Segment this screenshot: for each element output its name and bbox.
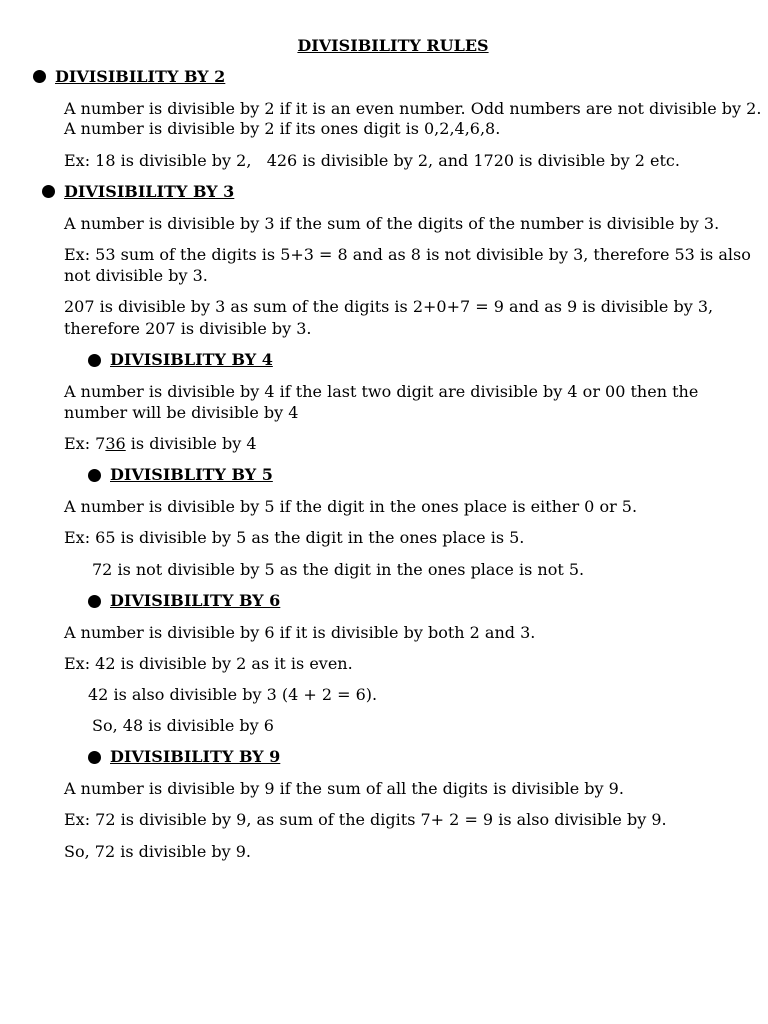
underlined-digits: 36 [105, 434, 126, 453]
bullet-icon [88, 751, 101, 764]
example-line: not divisible by 3. [64, 266, 208, 285]
paragraph-line: number will be divisible by 4 [64, 403, 299, 422]
example-suffix: is divisible by 4 [125, 434, 257, 453]
example-line: Ex: 53 sum of the digits is 5+3 = 8 and as 8 is not divisible by 3, therefore 53 is also [64, 245, 751, 264]
section-heading-9: DIVISIBILITY BY 9 [110, 747, 281, 766]
section-heading-5: DIVISIBLITY BY 5 [110, 465, 273, 484]
bullet-icon [88, 469, 101, 482]
section-heading-2: DIVISIBILITY BY 2 [55, 67, 226, 86]
paragraph-line: A number is divisible by 9 if the sum of all the digits is divisible by 9. [64, 779, 624, 798]
paragraph-line: therefore 207 is divisible by 3. [64, 319, 312, 338]
example-line: Ex: 18 is divisible by 2, 426 is divisible by 2, and 1720 is divisible by 2 etc. [64, 151, 680, 170]
example-prefix: Ex: 7 [64, 434, 106, 453]
section-heading-4: DIVISIBLITY BY 4 [110, 350, 273, 369]
paragraph-line: A number is divisible by 4 if the last two digit are divisible by 4 or 00 then the [64, 382, 699, 401]
paragraph-line: A number is divisible by 6 if it is divisible by both 2 and 3. [64, 623, 536, 642]
paragraph-line: A number is divisible by 2 if its ones digit is 0,2,4,6,8. [64, 119, 501, 138]
paragraph-line: A number is divisible by 2 if it is an even number. Odd numbers are not divisible by 2. [64, 99, 762, 118]
example-line: Ex: 42 is divisible by 2 as it is even. [64, 654, 353, 673]
section-heading-3: DIVISIBILITY BY 3 [64, 182, 235, 201]
bullet-icon [42, 185, 55, 198]
bullet-icon [88, 354, 101, 367]
page-title: DIVISIBILITY RULES [297, 36, 489, 55]
paragraph-line: 207 is divisible by 3 as sum of the digits is 2+0+7 = 9 and as 9 is divisible by 3, [64, 297, 714, 316]
bullet-icon [33, 70, 46, 83]
example-line: Ex: 72 is divisible by 9, as sum of the digits 7+ 2 = 9 is also divisible by 9. [64, 810, 667, 829]
example-line: Ex: 65 is divisible by 5 as the digit in the ones place is 5. [64, 528, 525, 547]
section-heading-6: DIVISIBILITY BY 6 [110, 591, 281, 610]
paragraph-line: A number is divisible by 3 if the sum of the digits of the number is divisible by 3. [64, 214, 720, 233]
example-line: So, 72 is divisible by 9. [64, 842, 252, 861]
example-line [64, 433, 257, 454]
example-line: 42 is also divisible by 3 (4 + 2 = 6). [88, 685, 378, 704]
example-line: 72 is not divisible by 5 as the digit in the ones place is not 5. [92, 560, 585, 579]
example-line: So, 48 is divisible by 6 [92, 716, 274, 735]
paragraph-line: A number is divisible by 5 if the digit in the ones place is either 0 or 5. [64, 497, 638, 516]
bullet-icon [88, 595, 101, 608]
